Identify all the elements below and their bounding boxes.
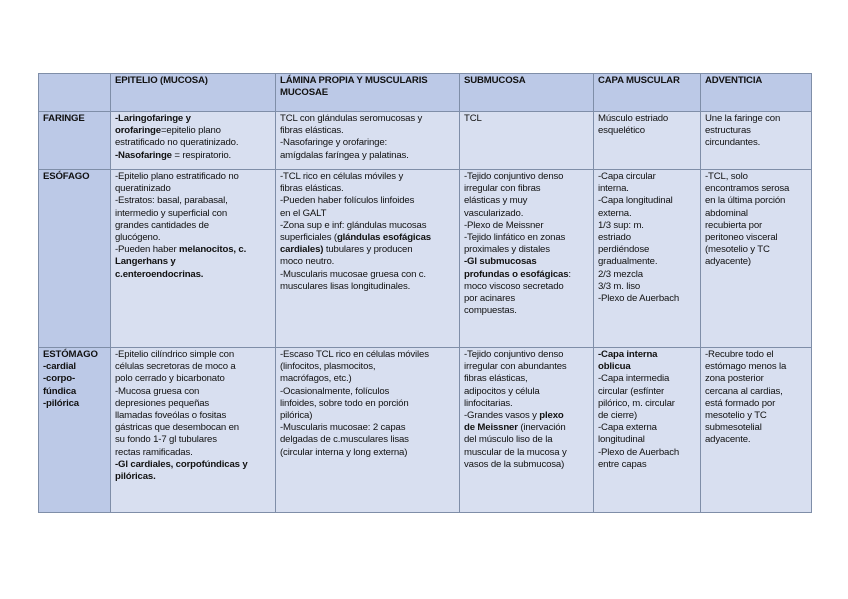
cell-line (280, 113, 455, 125)
cell-line (598, 125, 696, 137)
text-run: interna. (598, 183, 629, 195)
cell-line (115, 422, 271, 434)
text-run: gradualmente. (598, 256, 658, 268)
text-run: -Pueden haber (115, 244, 180, 256)
text-run: irregular con fibras (464, 183, 541, 195)
bold-text: cardiales) (280, 244, 324, 256)
text-run: : (568, 268, 571, 280)
text-run: células secretoras de moco a (115, 361, 236, 373)
cell-line (280, 220, 455, 232)
cell-line (464, 293, 589, 305)
cell-line (280, 281, 455, 293)
bold-text: Langerhans y (115, 256, 176, 268)
text-run: zona posterior (705, 373, 764, 385)
cell-line (115, 125, 271, 137)
text-run: -Muscularis mucosae gruesa con c. (280, 268, 426, 280)
text-run: fibras elásticas, (464, 373, 528, 385)
bold-text: orofaringe (115, 125, 161, 137)
cell-line (598, 361, 696, 373)
cell-line (598, 208, 696, 220)
cell-estomago-lamina (276, 348, 460, 513)
text-run: -Mucosa gruesa con (115, 385, 200, 397)
organ-line: -pilórica (43, 397, 79, 409)
cell-line (705, 434, 807, 446)
cell-line (705, 386, 807, 398)
text-run: intermedio y superficial con (115, 207, 228, 219)
text-run: -Capa intermedia (598, 373, 670, 385)
cell-line (598, 422, 696, 434)
text-run: superficiales ( (280, 232, 337, 244)
cell-line (705, 410, 807, 422)
text-run: -Epitelio cilíndrico simple con (115, 349, 235, 360)
cell-esofago-submucosa (460, 170, 594, 348)
cell-line (598, 195, 696, 207)
cell-line (464, 195, 589, 207)
cell-line (280, 422, 455, 434)
cell-line (705, 232, 807, 244)
text-run: muscular de la mucosa y (464, 446, 567, 458)
cell-line (705, 137, 807, 149)
text-run: linfocitarias. (464, 397, 513, 409)
text-run: peritoneo visceral (705, 232, 778, 244)
text-run: -Tejido linfático en zonas (464, 232, 566, 244)
bold-text: -Laringofaringe y (115, 113, 191, 124)
text-run: queratinizado (115, 183, 171, 195)
cell-line (705, 361, 807, 373)
cell-line (598, 256, 696, 268)
cell-line (464, 349, 589, 361)
cell-estomago-submucosa (460, 348, 594, 513)
text-run: compuestas. (464, 305, 517, 317)
cell-line (280, 232, 455, 244)
cell-line (115, 150, 271, 162)
text-run: en la última porción (705, 195, 786, 207)
cell-estomago-muscular (594, 348, 701, 513)
bold-text: pilóricas. (115, 471, 156, 483)
text-run: linfoides, sobre todo en porción (280, 397, 409, 409)
text-run: (circular interna y long externa) (280, 446, 408, 458)
cell-line (705, 373, 807, 385)
text-run: estratificado no queratinizado. (115, 137, 239, 149)
cell-line (464, 220, 589, 232)
cell-line (464, 281, 589, 293)
cell-line (115, 434, 271, 446)
cell-line (115, 373, 271, 385)
text-run: rectas ramificadas. (115, 446, 193, 458)
text-run: pilórico, m. circular (598, 397, 675, 409)
text-run: -Capa circular (598, 171, 656, 182)
text-run: delgadas de c.musculares lisas (280, 434, 409, 446)
text-run: fibras elásticas. (280, 125, 344, 137)
cell-line (464, 269, 589, 281)
header-lamina-line: MUCOSAE (280, 87, 328, 99)
cell-line (115, 349, 271, 361)
text-run: circundantes. (705, 137, 761, 149)
text-run: TCL (464, 113, 482, 124)
cell-line (705, 398, 807, 410)
text-run: por acinares (464, 293, 515, 305)
cell-line (115, 398, 271, 410)
cell-line (115, 183, 271, 195)
text-run: -Capa externa (598, 422, 657, 434)
cell-line (280, 386, 455, 398)
cell-line (464, 434, 589, 446)
text-run: su fondo 1-7 gl tubulares (115, 434, 217, 446)
header-lamina-propia (276, 74, 460, 112)
cell-estomago-epitelio (111, 348, 276, 513)
organ-line: fúndica (43, 385, 77, 397)
text-run: externa. (598, 207, 632, 219)
table-row-estomago (39, 348, 812, 513)
cell-line (115, 410, 271, 422)
cell-line (705, 422, 807, 434)
cell-esofago-epitelio (111, 170, 276, 348)
text-run: moco viscoso secretado (464, 280, 564, 292)
text-run: mesotelio y TC (705, 410, 767, 422)
table-header (39, 74, 812, 112)
cell-line (705, 349, 807, 361)
text-run: pilórica) (280, 410, 313, 422)
cell-line (115, 195, 271, 207)
cell-line (598, 269, 696, 281)
cell-faringe-submucosa (460, 112, 594, 170)
cell-line (705, 183, 807, 195)
header-epitelio: EPITELIO (MUCOSA) (111, 74, 276, 112)
cell-line (598, 113, 696, 125)
cell-esofago-muscular (594, 170, 701, 348)
cell-line (280, 256, 455, 268)
cell-line (598, 244, 696, 256)
cell-line (464, 361, 589, 373)
cell-esofago-lamina (276, 170, 460, 348)
text-run: musculares lisas longitudinales. (280, 280, 411, 292)
text-run: (inervación (517, 422, 566, 434)
cell-line (705, 208, 807, 220)
cell-line (115, 232, 271, 244)
cell-line (115, 171, 271, 183)
cell-line (280, 398, 455, 410)
bold-text: de Meissner (464, 422, 518, 434)
table-body (39, 112, 812, 513)
bold-text: melanocitos, c. (179, 244, 247, 256)
cell-line (464, 256, 589, 268)
cell-line (280, 447, 455, 459)
text-run: (mesotelio y TC (705, 244, 770, 256)
header-adventicia: ADVENTICIA (701, 74, 812, 112)
cell-line (598, 349, 696, 361)
text-run: macrófagos, etc.) (280, 373, 352, 385)
cell-line (280, 410, 455, 422)
organ-cell-faringe: FARINGE (39, 112, 111, 170)
text-run: -Ocasionalmente, folículos (280, 385, 390, 397)
text-run: =epitelio plano (160, 125, 221, 137)
cell-faringe-adventicia (701, 112, 812, 170)
text-run: -Plexo de Auerbach (598, 293, 680, 305)
header-capa-muscular: CAPA MUSCULAR (594, 74, 701, 112)
text-run: adyacente. (705, 434, 751, 446)
cell-line (280, 208, 455, 220)
cell-line (464, 208, 589, 220)
text-run: adipocitos y célula (464, 385, 540, 397)
cell-line (464, 305, 589, 317)
cell-line (464, 113, 589, 125)
cell-line (464, 447, 589, 459)
cell-line (115, 256, 271, 268)
cell-line (280, 373, 455, 385)
cell-line (705, 113, 807, 125)
text-run: llamadas foveólas o fositas (115, 410, 227, 422)
histology-table (38, 73, 812, 513)
cell-line (115, 386, 271, 398)
text-run: amígdalas faríngea y palatinas. (280, 149, 409, 161)
cell-line (280, 349, 455, 361)
cell-line (598, 281, 696, 293)
text-run: gástricas que desembocan en (115, 422, 239, 434)
text-run: -Tejido conjuntivo denso (464, 171, 564, 182)
text-run: en el GALT (280, 207, 327, 219)
cell-line (464, 171, 589, 183)
text-run: -Muscularis mucosae: 2 capas (280, 422, 406, 434)
cell-line (280, 361, 455, 373)
text-run: de cierre) (598, 410, 638, 422)
header-row (39, 74, 812, 112)
cell-line (115, 244, 271, 256)
cell-line (464, 422, 589, 434)
cell-line (280, 244, 455, 256)
text-run: Músculo estriado (598, 113, 669, 124)
bold-text: glándulas esofágicas (336, 232, 431, 244)
cell-faringe-epitelio (111, 112, 276, 170)
text-run: entre capas (598, 458, 647, 470)
text-run: 1/3 sup: m. (598, 219, 644, 231)
cell-line (464, 244, 589, 256)
cell-line (115, 471, 271, 483)
cell-line (598, 410, 696, 422)
text-run: está formado por (705, 397, 776, 409)
cell-line (598, 373, 696, 385)
cell-line (598, 220, 696, 232)
text-run: = respiratorio. (171, 149, 232, 161)
cell-line (464, 398, 589, 410)
header-lamina-line: LÁMINA PROPIA Y MUSCULARIS (280, 75, 428, 86)
text-run: -Epitelio plano estratificado no (115, 171, 239, 182)
text-run: estómago menos la (705, 361, 787, 373)
cell-line (598, 171, 696, 183)
text-run: longitudinal (598, 434, 645, 446)
text-run: adyacente) (705, 256, 751, 268)
text-run: circular (esfínter (598, 385, 665, 397)
text-run: -Capa longitudinal (598, 195, 673, 207)
cell-line (115, 459, 271, 471)
cell-line (464, 232, 589, 244)
bold-text: -Gl submucosas (464, 256, 537, 268)
text-run: tubulares y producen (323, 244, 413, 256)
cell-line (280, 150, 455, 162)
cell-estomago-adventicia (701, 348, 812, 513)
text-run: TCL con glándulas seromucosas y (280, 113, 423, 124)
cell-esofago-adventicia (701, 170, 812, 348)
text-run: -Grandes vasos y (464, 410, 540, 422)
cell-line (280, 137, 455, 149)
text-run: -Estratos: basal, parabasal, (115, 195, 228, 207)
bold-text: -Gl cardiales, corpofúndicas y (115, 458, 248, 470)
text-run: elásticas y muy (464, 195, 528, 207)
text-run: cercana al cardias, (705, 385, 783, 397)
text-run: Une la faringe con (705, 113, 781, 124)
cell-line (705, 220, 807, 232)
text-run: polo cerrado y bicarbonato (115, 373, 225, 385)
cell-line (280, 269, 455, 281)
text-run: 3/3 m. liso (598, 280, 641, 292)
text-run: estriado (598, 232, 631, 244)
bold-text: c.enteroendocrinas. (115, 268, 204, 280)
text-run: glucógeno. (115, 232, 161, 244)
cell-line (464, 459, 589, 471)
text-run: fibras elásticas. (280, 183, 344, 195)
cell-line (280, 195, 455, 207)
cell-line (598, 232, 696, 244)
cell-line (705, 125, 807, 137)
organ-cell-esofago: ESÓFAGO (39, 170, 111, 348)
text-run: (linfocitos, plasmocitos, (280, 361, 376, 373)
cell-line (464, 410, 589, 422)
text-run: perdiéndose (598, 244, 650, 256)
text-run: recubierta por (705, 219, 763, 231)
text-run: submesotelial (705, 422, 762, 434)
text-run: -Plexo de Meissner (464, 219, 544, 231)
cell-line (115, 137, 271, 149)
text-run: depresiones pequeñas (115, 397, 210, 409)
organ-line: -corpo- (43, 373, 75, 385)
cell-line (598, 183, 696, 195)
cell-line (464, 183, 589, 195)
cell-line (705, 256, 807, 268)
bold-text: -Capa interna (598, 349, 658, 360)
table-row-esofago (39, 170, 812, 348)
cell-line (115, 361, 271, 373)
text-run: -Recubre todo el (705, 349, 774, 360)
cell-line (280, 171, 455, 183)
cell-line (115, 447, 271, 459)
text-run: -Escaso TCL rico en células móviles (280, 349, 429, 360)
text-run: vasos de la submucosa) (464, 458, 565, 470)
cell-line (115, 269, 271, 281)
text-run: vascularizado. (464, 207, 524, 219)
cell-line (705, 195, 807, 207)
cell-line (598, 293, 696, 305)
bold-text: profundas o esofágicas (464, 268, 569, 280)
cell-line (115, 208, 271, 220)
bold-text: plexo (539, 410, 564, 422)
cell-line (705, 171, 807, 183)
header-submucosa: SUBMUCOSA (460, 74, 594, 112)
cell-line (115, 220, 271, 232)
cell-line (280, 183, 455, 195)
organ-cell-estomago (39, 348, 111, 513)
text-run: grandes cantidades de (115, 219, 209, 231)
cell-line (115, 113, 271, 125)
cell-line (705, 244, 807, 256)
cell-line (464, 386, 589, 398)
text-run: proximales y distales (464, 244, 550, 256)
cell-line (280, 125, 455, 137)
cell-line (464, 373, 589, 385)
cell-line (598, 459, 696, 471)
cell-faringe-muscular (594, 112, 701, 170)
text-run: 2/3 mezcla (598, 268, 643, 280)
text-run: -Tejido conjuntivo denso (464, 349, 564, 360)
text-run: -Plexo de Auerbach (598, 446, 680, 458)
text-run: estructuras (705, 125, 751, 137)
cell-line (280, 434, 455, 446)
cell-line (598, 386, 696, 398)
text-run: encontramos serosa (705, 183, 790, 195)
cell-line (598, 434, 696, 446)
text-run: esquelético (598, 125, 645, 137)
cell-line (598, 398, 696, 410)
text-run: -TCL rico en células móviles y (280, 171, 404, 182)
organ-line: ESTÓMAGO (43, 349, 98, 360)
text-run: abdominal (705, 207, 748, 219)
table-row-faringe (39, 112, 812, 170)
bold-text: oblicua (598, 361, 631, 373)
text-run: del músculo liso de la (464, 434, 553, 446)
header-corner (39, 74, 111, 112)
text-run: -TCL, solo (705, 171, 748, 182)
text-run: irregular con abundantes (464, 361, 567, 373)
bold-text: -Nasofaringe (115, 149, 172, 161)
text-run: -Zona sup e inf: glándulas mucosas (280, 219, 427, 231)
text-run: -Nasofaringe y orofaringe: (280, 137, 388, 149)
cell-faringe-lamina (276, 112, 460, 170)
text-run: moco neutro. (280, 256, 335, 268)
organ-line: -cardial (43, 361, 76, 373)
text-run: -Pueden haber folículos linfoides (280, 195, 415, 207)
cell-line (598, 447, 696, 459)
